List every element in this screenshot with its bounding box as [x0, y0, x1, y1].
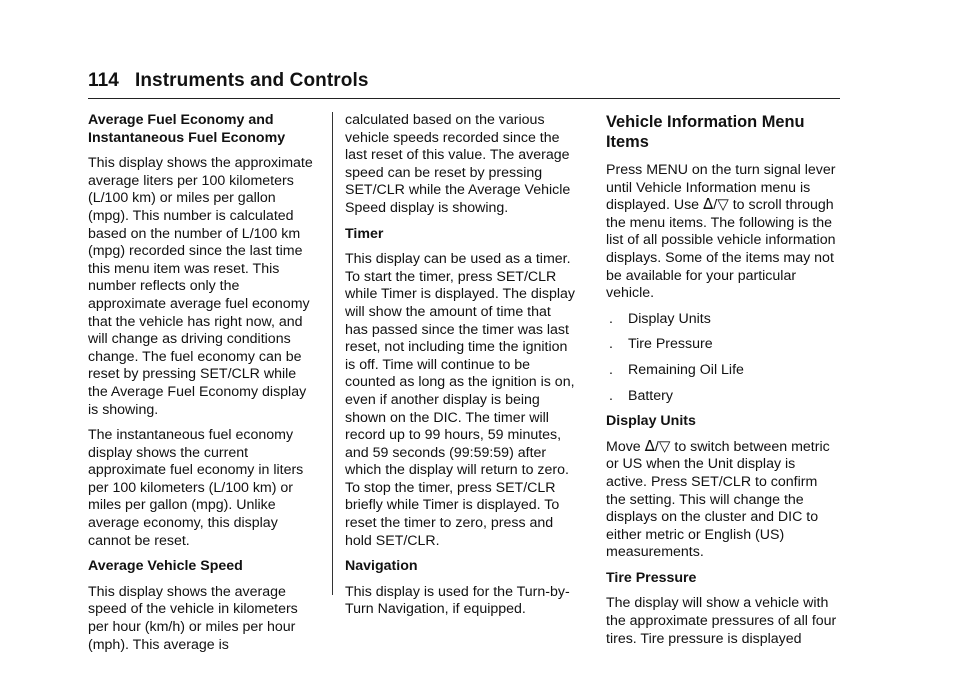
list-item: . Display Units — [609, 310, 711, 327]
column-1 — [88, 112, 318, 662]
slash: / — [713, 197, 718, 214]
down-arrow-icon: ▽ — [658, 437, 671, 455]
paragraph: calculated based on the various vehicle speeds recorded since the last reset of this value. The average speed can be reset by pressing SET/CLR while the Average Vehicle Speed display is showing. — [345, 112, 571, 216]
page-header — [88, 70, 369, 92]
paragraph: This display shows the average speed of the vehicle in kilometers per hour (km/h) or miles per hour (mph). This average is — [88, 583, 298, 653]
section-title: Instruments and Controls — [134, 70, 369, 91]
slash: / — [654, 438, 659, 455]
up-arrow-icon: ᐃ — [644, 437, 655, 455]
paragraph: This display shows the approximate average liters per 100 kilometers (L/100 km) or miles per gallon (mpg). This number is calculated based on the number of L/100 km (mpg) recorded since the last time this menu item was reset. This number reflects only the approximate average fuel economy that the vehicle has right now, and will change as driving conditions change. The fuel economy can be reset by pressing SET/CLR while the Average Fuel Economy display is showing. — [88, 155, 313, 418]
paragraph — [606, 439, 840, 562]
bullet: . — [609, 387, 613, 404]
heading-tire-pressure: Tire Pressure — [606, 569, 697, 586]
text-run: to switch between metric or US when the Unit display is active. Press SET/CLR to confirm the setting. This will change the displays on the cluster and DIC to either metric or English (US) measurements. — [606, 438, 830, 561]
heading-vehicle-information-menu-items: Vehicle Information Menu Items — [606, 113, 805, 151]
paragraph: The display will show a vehicle with the approximate pressures of all four tires. Tire pressure is displayed — [606, 595, 837, 647]
text-run: Move — [606, 438, 641, 455]
column-2 — [345, 112, 577, 627]
list-item: . Remaining Oil Life — [609, 361, 744, 378]
paragraph: This display can be used as a timer. To start the timer, press SET/CLR while Timer is displayed. The display will show the amount of time that has passed since the timer was last reset, not including time the ignition is off. Time will continue to be counted as long as the ignition is on, even if another display is being shown on the DIC. The timer will record up to 99 hours, 59 minutes, and 59 seconds (99:59:59) after which the display will return to zero. To stop the timer, press SET/CLR briefly while Timer is displayed. To reset the timer to zero, press and hold SET/CLR. — [345, 251, 575, 549]
heading-navigation: Navigation — [345, 558, 418, 575]
paragraph: This display is used for the Turn-by-Turn Navigation, if equipped. — [345, 583, 570, 618]
heading-average-vehicle-speed: Average Vehicle Speed — [88, 558, 243, 575]
list-item: . Battery — [609, 387, 673, 404]
up-arrow-icon: ᐃ — [703, 196, 714, 214]
heading-display-units: Display Units — [606, 413, 696, 430]
column-divider — [332, 112, 333, 595]
page-number: 114 — [88, 70, 119, 91]
list-item: . Tire Pressure — [609, 336, 713, 353]
column-3 — [606, 112, 840, 656]
bullet: . — [609, 361, 613, 378]
down-arrow-icon: ▽ — [717, 196, 729, 214]
text-run: Press MENU on the turn signal lever until Vehicle Information menu is displayed. Use — [606, 162, 836, 214]
bullet: . — [609, 336, 613, 353]
text-run: to scroll through the menu items. The following is the list of all possible vehicle information displays. Some of the items may not be available for your particular vehicle. — [606, 197, 836, 302]
header-rule — [88, 98, 840, 99]
heading-average-fuel-economy: Average Fuel Economy and Instantaneous Fuel Economy — [88, 112, 286, 146]
bullet: . — [609, 310, 613, 327]
heading-timer: Timer — [345, 225, 384, 242]
paragraph: The instantaneous fuel economy display shows the current approximate fuel economy in liters per 100 kilometers (L/100 km) or miles per gallon (mpg). Unlike average economy, this display cannot be reset. — [88, 427, 304, 549]
vehicle-info-list — [606, 311, 840, 405]
paragraph — [606, 162, 840, 303]
